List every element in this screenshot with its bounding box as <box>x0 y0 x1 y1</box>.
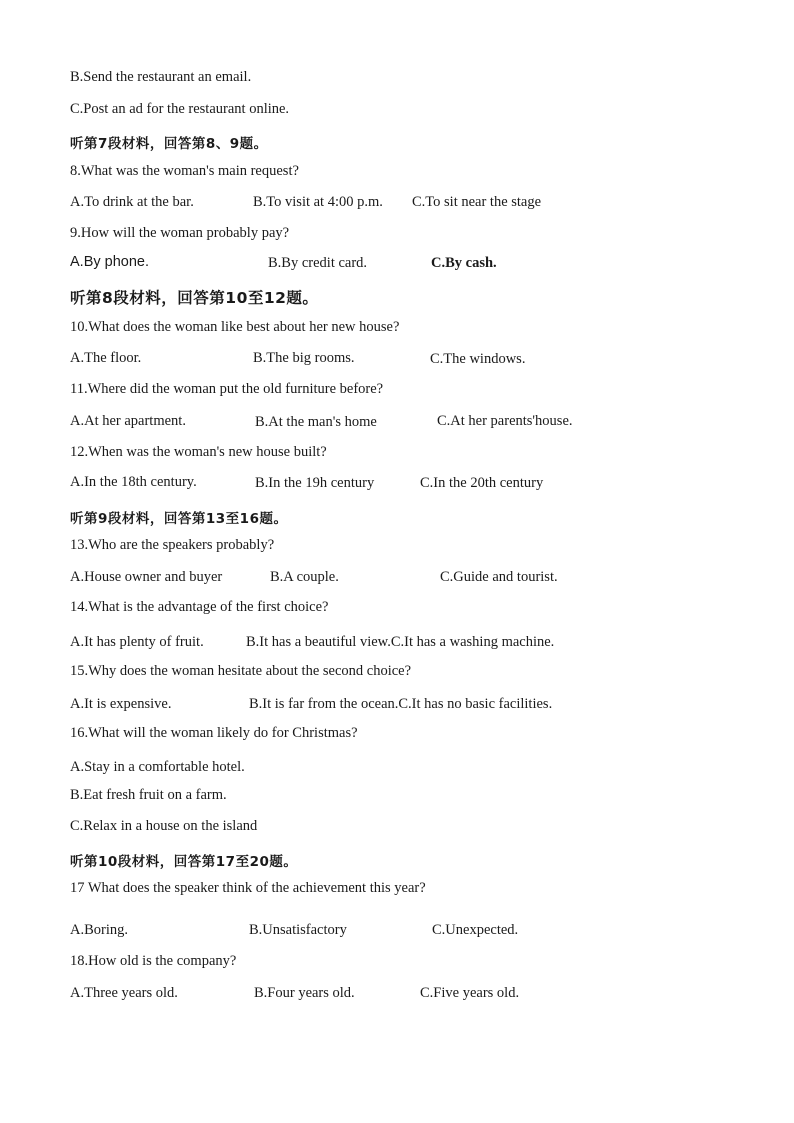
option-16a: A.Stay in a comfortable hotel. <box>70 759 245 775</box>
option-8a: A.To drink at the bar. <box>70 194 194 210</box>
option-17a: A.Boring. <box>70 922 128 938</box>
question-8: 8.What was the woman's main request? <box>70 163 299 179</box>
option-11b: B.At the man's home <box>255 414 377 430</box>
option-12a: A.In the 18th century. <box>70 474 197 490</box>
option-10a: A.The floor. <box>70 350 142 366</box>
question-10: 10.What does the woman like best about her new house? <box>70 319 400 335</box>
option-17c: C.Unexpected. <box>432 922 519 938</box>
option-9a: A.By phone. <box>70 254 149 270</box>
option-12c: C.In the 20th century <box>420 475 544 491</box>
section-header-9: 听第9段材料，回答第13至16题。 <box>70 511 288 527</box>
option-14a: A.It has plenty of fruit. <box>70 634 204 650</box>
question-16: 16.What will the woman likely do for Christmas? <box>70 725 358 741</box>
question-13: 13.Who are the speakers probably? <box>70 537 275 553</box>
question-12: 12.When was the woman's new house built? <box>70 444 327 460</box>
question-18: 18.How old is the company? <box>70 953 237 969</box>
option-8c: C.To sit near the stage <box>412 194 542 210</box>
option-15bc: B.It is far from the ocean.C.It has no basic facilities. <box>249 696 553 712</box>
option-c-text: C.Post an ad for the restaurant online. <box>70 101 290 117</box>
option-16c: C.Relax in a house on the island <box>70 818 258 834</box>
question-17: 17 What does the speaker think of the achievement this year? <box>70 880 426 896</box>
option-18c: C.Five years old. <box>420 985 520 1001</box>
section-header-10: 听第10段材料，回答第17至20题。 <box>70 854 298 870</box>
option-10b: B.The big rooms. <box>253 350 355 366</box>
option-12b: B.In the 19h century <box>255 475 375 491</box>
option-11c: C.At her parents'house. <box>437 413 573 429</box>
question-15: 15.Why does the woman hesitate about the second choice? <box>70 663 412 679</box>
option-9b: B.By credit card. <box>268 255 368 271</box>
option-8b: B.To visit at 4:00 p.m. <box>253 194 383 210</box>
question-9: 9.How will the woman probably pay? <box>70 225 290 241</box>
option-13a: A.House owner and buyer <box>70 569 223 585</box>
option-13b: B.A couple. <box>270 569 339 585</box>
section-header-7: 听第7段材料，回答第8、9题。 <box>70 136 268 152</box>
option-14bc: B.It has a beautiful view.C.It has a washing machine. <box>246 634 555 650</box>
option-11a: A.At her apartment. <box>70 413 186 429</box>
option-9c: C.By cash. <box>431 255 497 271</box>
option-b-text: B.Send the restaurant an email. <box>70 69 252 85</box>
option-10c: C.The windows. <box>430 351 526 367</box>
option-17b: B.Unsatisfactory <box>249 922 347 938</box>
option-13c: C.Guide and tourist. <box>440 569 558 585</box>
question-14: 14.What is the advantage of the first choice? <box>70 599 329 615</box>
option-15a: A.It is expensive. <box>70 696 172 712</box>
option-18b: B.Four years old. <box>254 985 355 1001</box>
option-18a: A.Three years old. <box>70 985 178 1001</box>
section-header-8: 听第8段材料，回答第10至12题。 <box>70 289 319 307</box>
option-16b: B.Eat fresh fruit on a farm. <box>70 787 227 803</box>
question-11: 11.Where did the woman put the old furniture before? <box>70 381 384 397</box>
